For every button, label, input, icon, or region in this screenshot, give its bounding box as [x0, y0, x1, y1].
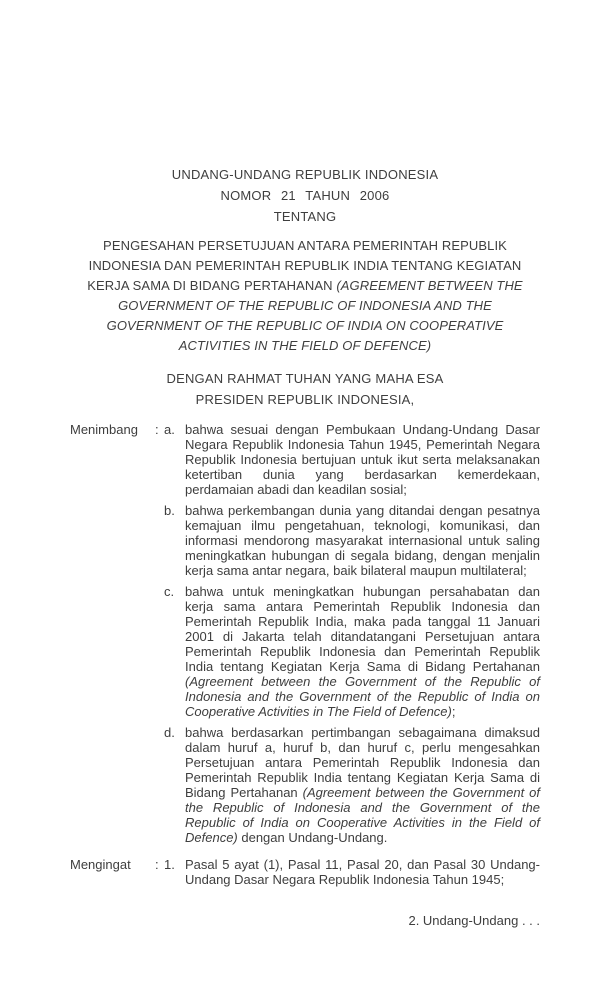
menimbang-label: Menimbang: [70, 422, 138, 437]
mengingat-section: [70, 857, 540, 887]
document-tentang-heading: TENTANG: [273, 209, 337, 224]
document-header: [70, 164, 540, 227]
item-letter: a.: [164, 422, 175, 437]
item-text: bahwa perkembangan dunia yang ditandai dengan pesatnya kemajuan ilmu pengetahuan, teknologi, komunikasi, dan informasi mendorong masyarakat internasional untuk saling meningkatkan hubungan di segala bidang, dengan menjalin kerja sama antar negara, baik bilateral maupun multilateral;: [185, 503, 540, 578]
colon-separator: :: [155, 857, 159, 872]
item-letter: b.: [164, 503, 175, 518]
item-letter: c.: [164, 584, 175, 599]
menimbang-section: [70, 422, 540, 845]
menimbang-item-a: [70, 422, 540, 497]
colon-spacer: [155, 725, 164, 740]
mengingat-label: Mengingat: [70, 857, 131, 872]
colon-spacer: [155, 584, 164, 599]
item-marker: [155, 725, 185, 740]
item-text: bahwa untuk meningkatkan hubungan persahabatan dan kerja sama antara Pemerintah Republik Indonesia dan Pemerintah Republik India, maka pada tanggal 11 Januari 2001 di Jakarta telah ditandatangani Persetujuan antara Pemerintah Republik Indonesia dan Pemerintah Republik India tentang Kegiatan Kerja Sama di Bidang Pertahanan (Agreement between the Government of the Republic of Indonesia and the Government of the Republic of India on Cooperative Activities in The Field of Defence);: [185, 584, 540, 719]
item-text: bahwa sesuai dengan Pembukaan Undang-Undang Dasar Negara Republik Indonesia Tahun 1945, Pemerintah Negara Republik Indonesia bertujuan untuk ikut serta melaksanakan ketertiban dunia yang berdasarkan kemerdekaan, perdamaian abadi dan keadilan sosial;: [185, 422, 540, 497]
colon-spacer: [155, 503, 164, 518]
item-marker: [155, 584, 185, 599]
item-text: Pasal 5 ayat (1), Pasal 11, Pasal 20, dan Pasal 30 Undang-Undang Dasar Negara Republik Indonesia Tahun 1945;: [185, 857, 540, 887]
catchword: 2. Undang-Undang . . .: [408, 913, 540, 928]
document-subject: PENGESAHAN PERSETUJUAN ANTARA PEMERINTAH REPUBLIK INDONESIA DAN PEMERINTAH REPUBLIK INDIA TENTANG KEGIATAN KERJA SAMA DI BIDANG PERTAHANAN (AGREEMENT BETWEEN THE GOVERNMENT OF THE REPUBLIC OF INDONESIA AND THE GOVERNMENT OF THE REPUBLIC OF INDIA ON COOPERATIVE ACTIVITIES IN THE FIELD OF DEFENCE): [87, 238, 523, 353]
item-marker: [155, 422, 185, 437]
item-marker: [155, 857, 185, 872]
mengingat-item-1: [70, 857, 540, 887]
preamble-president-line: PRESIDEN REPUBLIK INDONESIA,: [195, 392, 415, 407]
document-number: NOMOR 21 TAHUN 2006: [220, 188, 390, 203]
item-letter: d.: [164, 725, 175, 740]
item-number: 1.: [164, 857, 175, 872]
menimbang-item-d: [70, 725, 540, 845]
preamble-grace-line: DENGAN RAHMAT TUHAN YANG MAHA ESA: [166, 371, 444, 386]
menimbang-item-c: [70, 584, 540, 719]
colon-separator: :: [155, 422, 159, 437]
document-title: UNDANG-UNDANG REPUBLIK INDONESIA: [171, 167, 439, 182]
preamble: [70, 368, 540, 410]
item-marker: [155, 503, 185, 518]
menimbang-item-b: [70, 503, 540, 578]
item-text: bahwa berdasarkan pertimbangan sebagaimana dimaksud dalam huruf a, huruf b, dan huruf c, perlu mengesahkan Persetujuan antara Pemerintah Republik Indonesia dan Pemerintah Republik India tentang Kegiatan Kerja Sama di Bidang Pertahanan (Agreement between the Government of the Republic of Indonesia and the Government of the Republic of India on Cooperative Activities in the Field of Defence) dengan Undang-Undang.: [185, 725, 540, 845]
